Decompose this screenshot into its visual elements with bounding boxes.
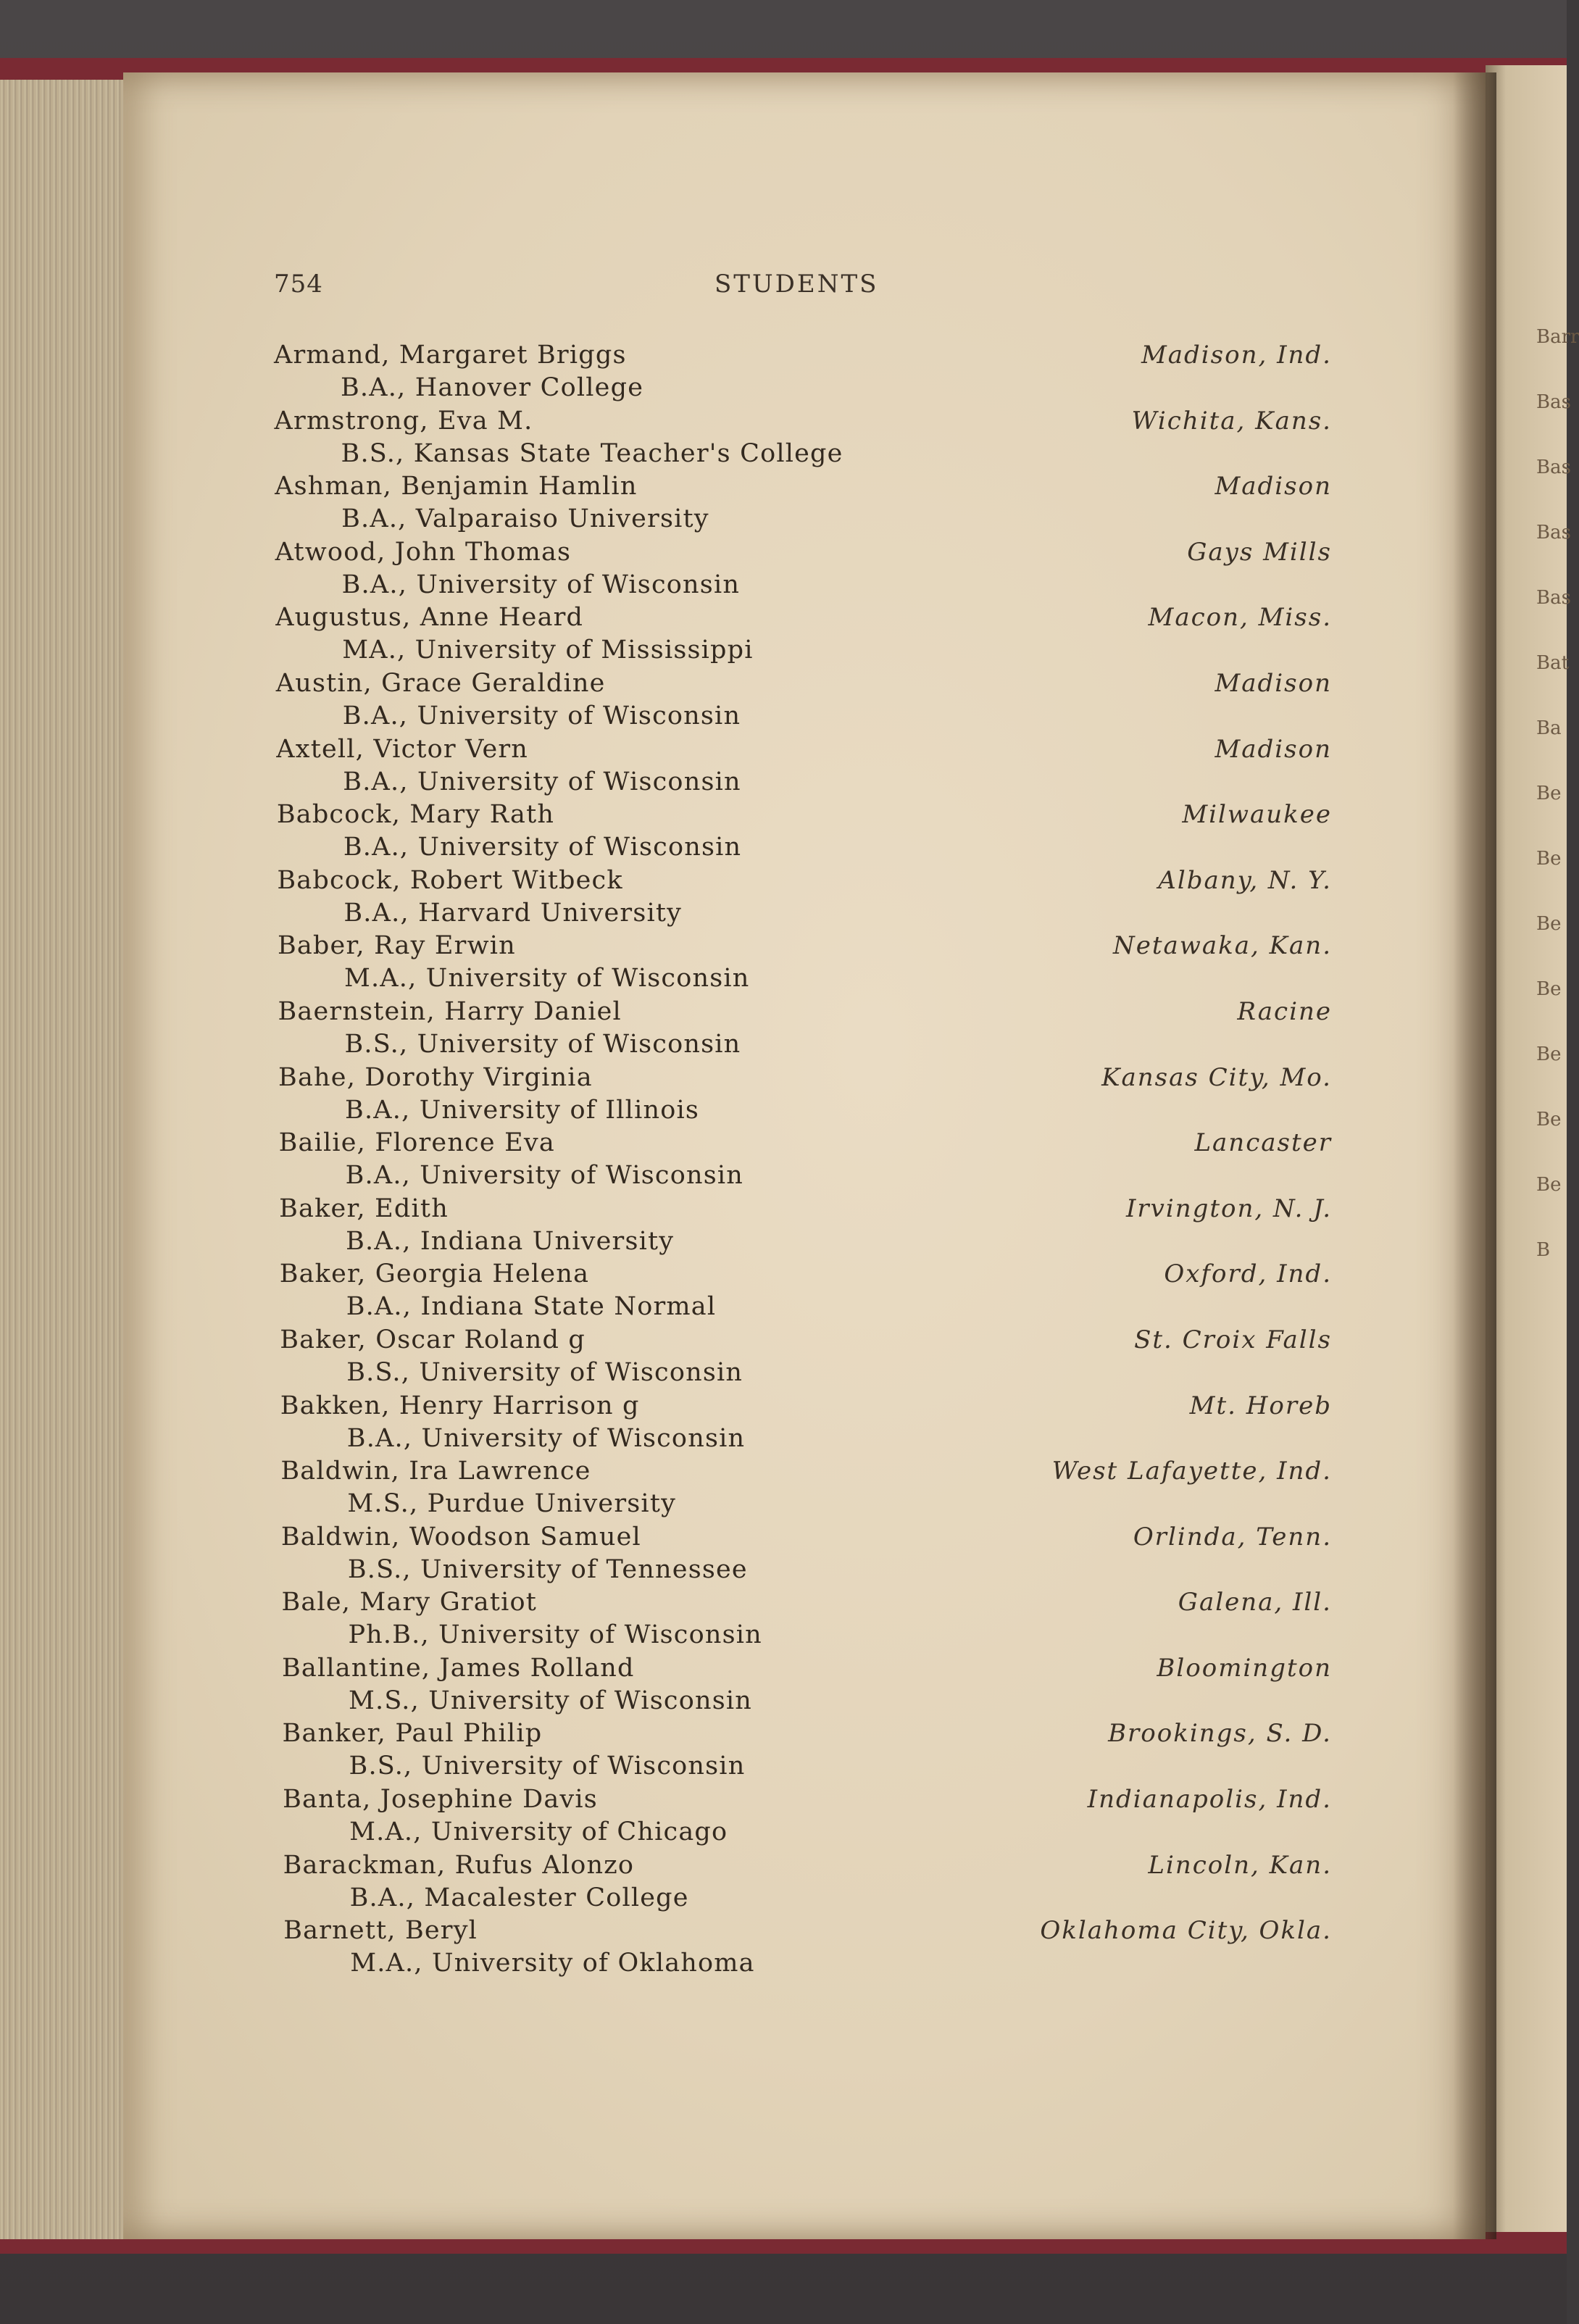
next-page-fragment: Be	[1536, 1174, 1562, 1196]
student-hometown: Kansas City, Mo.	[1101, 1062, 1332, 1092]
student-hometown: St. Croix Falls	[1134, 1325, 1332, 1354]
student-entry	[275, 603, 1346, 669]
student-name: Bale, Mary Gratiot	[281, 1588, 538, 1617]
student-entry	[274, 341, 1346, 407]
student-name: Baker, Georgia Helena	[279, 1259, 590, 1289]
student-hometown: Mt. Horeb	[1189, 1391, 1332, 1420]
student-entry	[279, 1128, 1346, 1194]
student-degree: Ph.B., University of Wisconsin	[348, 1620, 762, 1650]
student-entry	[283, 1785, 1346, 1851]
student-name: Baker, Edith	[279, 1194, 449, 1223]
student-degree: B.S., University of Wisconsin	[349, 1752, 746, 1781]
student-hometown: Lincoln, Kan.	[1148, 1850, 1332, 1880]
student-hometown: Wichita, Kans.	[1131, 406, 1332, 436]
student-hometown: Milwaukee	[1182, 800, 1332, 830]
student-entry	[282, 1654, 1346, 1720]
next-page-fragment: Bas	[1536, 587, 1571, 609]
student-degree: B.A., Valparaiso University	[341, 504, 709, 534]
student-name: Ballantine, James Rolland	[282, 1653, 635, 1683]
student-entry	[283, 1719, 1346, 1785]
student-name: Austin, Grace Geraldine	[275, 668, 606, 698]
student-name: Babcock, Mary Rath	[276, 800, 555, 830]
page-header	[274, 270, 1346, 306]
student-entry	[280, 1391, 1346, 1457]
student-degree: B.A., University of Wisconsin	[341, 570, 741, 599]
student-degree: B.A., University of Wisconsin	[343, 833, 742, 862]
student-name: Bahe, Dorothy Virginia	[278, 1062, 593, 1092]
student-name: Baldwin, Woodson Samuel	[280, 1522, 641, 1552]
student-hometown: Macon, Miss.	[1148, 603, 1332, 633]
student-entry	[278, 931, 1346, 997]
student-name: Barackman, Rufus Alonzo	[283, 1850, 635, 1880]
student-name: Axtell, Victor Vern	[276, 734, 529, 764]
student-degree: B.A., Indiana State Normal	[346, 1292, 717, 1322]
student-degree: M.A., University of Oklahoma	[350, 1949, 755, 1978]
student-hometown: Oklahoma City, Okla.	[1040, 1916, 1332, 1946]
student-entry	[277, 866, 1346, 932]
student-entry	[275, 538, 1346, 604]
student-name: Baernstein, Harry Daniel	[278, 996, 622, 1026]
student-degree: B.A., University of Illinois	[345, 1095, 700, 1125]
student-name: Bailie, Florence Eva	[278, 1128, 555, 1158]
student-entry	[280, 1259, 1346, 1325]
student-name: Ashman, Benjamin Hamlin	[275, 472, 638, 501]
student-degree: B.A., Hanover College	[341, 373, 644, 402]
student-hometown: Orlinda, Tenn.	[1133, 1522, 1332, 1552]
student-entry	[279, 1194, 1346, 1260]
next-page-fragment: B	[1536, 1239, 1551, 1261]
student-degree: B.A., University of Wisconsin	[342, 701, 741, 730]
student-degree: M.S., University of Wisconsin	[349, 1686, 753, 1715]
next-page-fragment: Be	[1536, 848, 1562, 870]
student-entry	[283, 1851, 1346, 1917]
student-name: Armand, Margaret Briggs	[274, 341, 627, 370]
student-name: Barnett, Beryl	[283, 1916, 478, 1946]
gutter-shadow	[1453, 72, 1496, 2239]
student-name: Banker, Paul Philip	[282, 1719, 543, 1749]
student-hometown: Irvington, N. J.	[1125, 1194, 1332, 1223]
next-page-fragment: Bas	[1536, 391, 1571, 413]
student-list	[274, 341, 1346, 1982]
next-page-fragment: Be	[1536, 1044, 1562, 1065]
student-hometown: Bloomington	[1157, 1653, 1332, 1683]
student-degree: B.A., University of Wisconsin	[343, 767, 741, 796]
next-page-sliver	[1486, 65, 1579, 2232]
student-hometown: Albany, N. Y.	[1158, 865, 1332, 895]
student-hometown: Netawaka, Kan.	[1112, 931, 1332, 961]
student-entry	[278, 1063, 1346, 1129]
student-entry	[276, 669, 1346, 735]
student-degree: B.S., University of Wisconsin	[346, 1357, 743, 1387]
student-hometown: Madison	[1215, 734, 1332, 764]
student-name: Atwood, John Thomas	[275, 537, 572, 567]
student-entry	[281, 1523, 1346, 1588]
student-degree: B.S., Kansas State Teacher's College	[341, 438, 843, 468]
student-hometown: Brookings, S. D.	[1108, 1719, 1332, 1749]
student-hometown: Madison	[1215, 668, 1332, 698]
student-degree: M.S., Purdue University	[347, 1489, 677, 1519]
student-hometown: Indianapolis, Ind.	[1087, 1785, 1332, 1815]
student-degree: B.A., Harvard University	[343, 898, 683, 928]
student-degree: B.A., Indiana University	[346, 1226, 675, 1256]
next-page-fragment: Bas	[1536, 457, 1571, 478]
student-name: Babcock, Robert Witbeck	[277, 865, 623, 895]
student-hometown: Gays Mills	[1187, 537, 1332, 567]
student-name: Baker, Oscar Roland g	[280, 1325, 586, 1354]
student-entry	[277, 800, 1346, 866]
student-entry	[275, 472, 1346, 538]
student-name: Armstrong, Eva M.	[274, 406, 533, 436]
student-entry	[283, 1916, 1346, 1982]
student-hometown: Madison, Ind.	[1141, 341, 1332, 370]
student-hometown: Racine	[1237, 996, 1332, 1026]
next-page-fragment: Bat	[1536, 652, 1570, 674]
student-hometown: Madison	[1215, 472, 1332, 501]
student-degree: M.A., University of Chicago	[349, 1817, 728, 1847]
student-name: Bakken, Henry Harrison g	[280, 1391, 640, 1420]
student-degree: B.A., University of Wisconsin	[345, 1161, 744, 1191]
running-title: STUDENTS	[714, 270, 879, 299]
student-degree: B.S., University of Tennessee	[347, 1554, 748, 1584]
student-degree: M.A., University of Wisconsin	[343, 964, 750, 994]
student-entry	[281, 1588, 1346, 1654]
student-hometown: Galena, Ill.	[1178, 1588, 1332, 1617]
student-hometown: Oxford, Ind.	[1164, 1259, 1332, 1289]
next-page-fragment: Bas	[1536, 522, 1571, 543]
page-number: 754	[274, 270, 323, 299]
student-entry	[280, 1457, 1346, 1523]
student-entry	[275, 407, 1346, 472]
student-degree: MA., University of Mississippi	[342, 636, 754, 665]
student-name: Baldwin, Ira Lawrence	[280, 1457, 591, 1486]
student-degree: B.A., Macalester College	[349, 1883, 689, 1912]
student-degree: B.A., University of Wisconsin	[346, 1423, 746, 1453]
student-name: Augustus, Anne Heard	[275, 603, 584, 633]
student-name: Baber, Ray Erwin	[277, 931, 516, 961]
student-entry	[276, 735, 1346, 801]
student-hometown: Lancaster	[1194, 1128, 1332, 1158]
student-entry	[278, 997, 1347, 1063]
next-page-fragment: Be	[1536, 783, 1562, 804]
student-entry	[280, 1325, 1346, 1391]
student-degree: B.S., University of Wisconsin	[344, 1029, 741, 1059]
next-page-fragment: Be	[1536, 913, 1562, 935]
next-page-fragment: Be	[1536, 978, 1562, 1000]
student-hometown: West Lafayette, Ind.	[1051, 1457, 1332, 1486]
next-page-fragment: Barr	[1536, 326, 1579, 348]
student-name: Banta, Josephine Davis	[283, 1785, 598, 1815]
next-page-fragment: Ba	[1536, 717, 1562, 739]
next-page-fragment: Be	[1536, 1109, 1562, 1130]
